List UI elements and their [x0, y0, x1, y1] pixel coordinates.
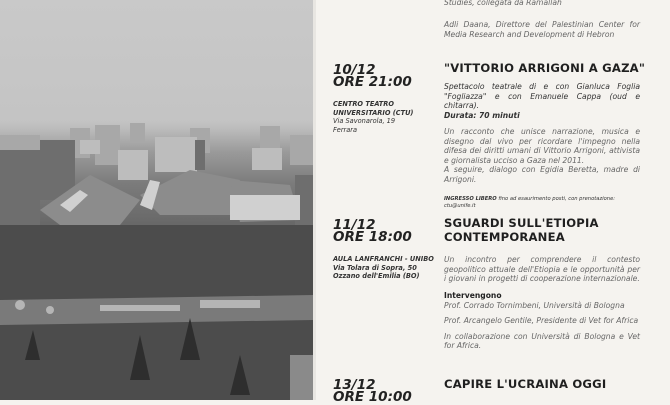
event-1-time: ORE 21:00 [333, 74, 412, 90]
event-1-date: 10/12 [333, 62, 376, 78]
event-3-time: ORE 10:00 [333, 389, 412, 405]
event-program [316, 0, 670, 405]
event-2-speakers: Intervengono Prof. Corrado Tornimbeni, Università di Bologna Prof. Arcangelo Gentile, Presidente di Vet for Africa In collaborazione con Università di Bologna e Vet for Africa. [444, 291, 640, 351]
event-2-description: Un incontro per comprendere il contesto geopolitico attuale dell'Etiopia e le opportunità per i giovani in progetti di cooperazione internazionale. [444, 255, 640, 284]
previous-speaker-adli-daana: Adli Daana, Direttore del Palestinian Center for Media Research and Development di Hebron [444, 20, 640, 39]
event-1-subtitle: Spettacolo teatrale di e con Gianluca Foglia "Fogliazza" e con Emanuele Cappa (oud e chitarra). Durata: 70 minuti [444, 82, 640, 120]
event-1-description: Un racconto che unisce narrazione, musica e disegno dal vivo per ricordare l'impegno nella difesa dei diritti umani di Vittorio Arrigoni, attivista e giornalista ucciso a Gaza nel 2011. A seguire, dialogo con Egidia Beretta, madre di Arrigoni. [444, 127, 640, 184]
event-1-title: "VITTORIO ARRIGONI A GAZA" [444, 61, 646, 75]
event-2-date: 11/12 [333, 217, 376, 233]
event-3-date: 13/12 [333, 377, 376, 393]
previous-speaker-continuation: Studies, collegata da Ramallah [444, 0, 562, 7]
event-1-notice: INGRESSO LIBERO fino ad esaurimento posti, con prenotazione: ctu@unife.it [444, 196, 616, 209]
rubble-photo [0, 0, 313, 400]
event-2-venue: AULA LANFRANCHI - UNIBO Via Tolara di Sopra, 50 Ozzano dell'Emilia (BO) [333, 255, 434, 281]
photo-illustration [0, 0, 313, 400]
event-3-title: CAPIRE L'UCRAINA OGGI [444, 377, 607, 391]
event-2-title: SGUARDI SULL'ETIOPIA CONTEMPORANEA [444, 216, 599, 244]
event-2-time: ORE 18:00 [333, 229, 412, 245]
event-1-venue: CENTRO TEATRO UNIVERSITARIO (CTU) Via Savonarola, 19 Ferrara [333, 100, 414, 134]
